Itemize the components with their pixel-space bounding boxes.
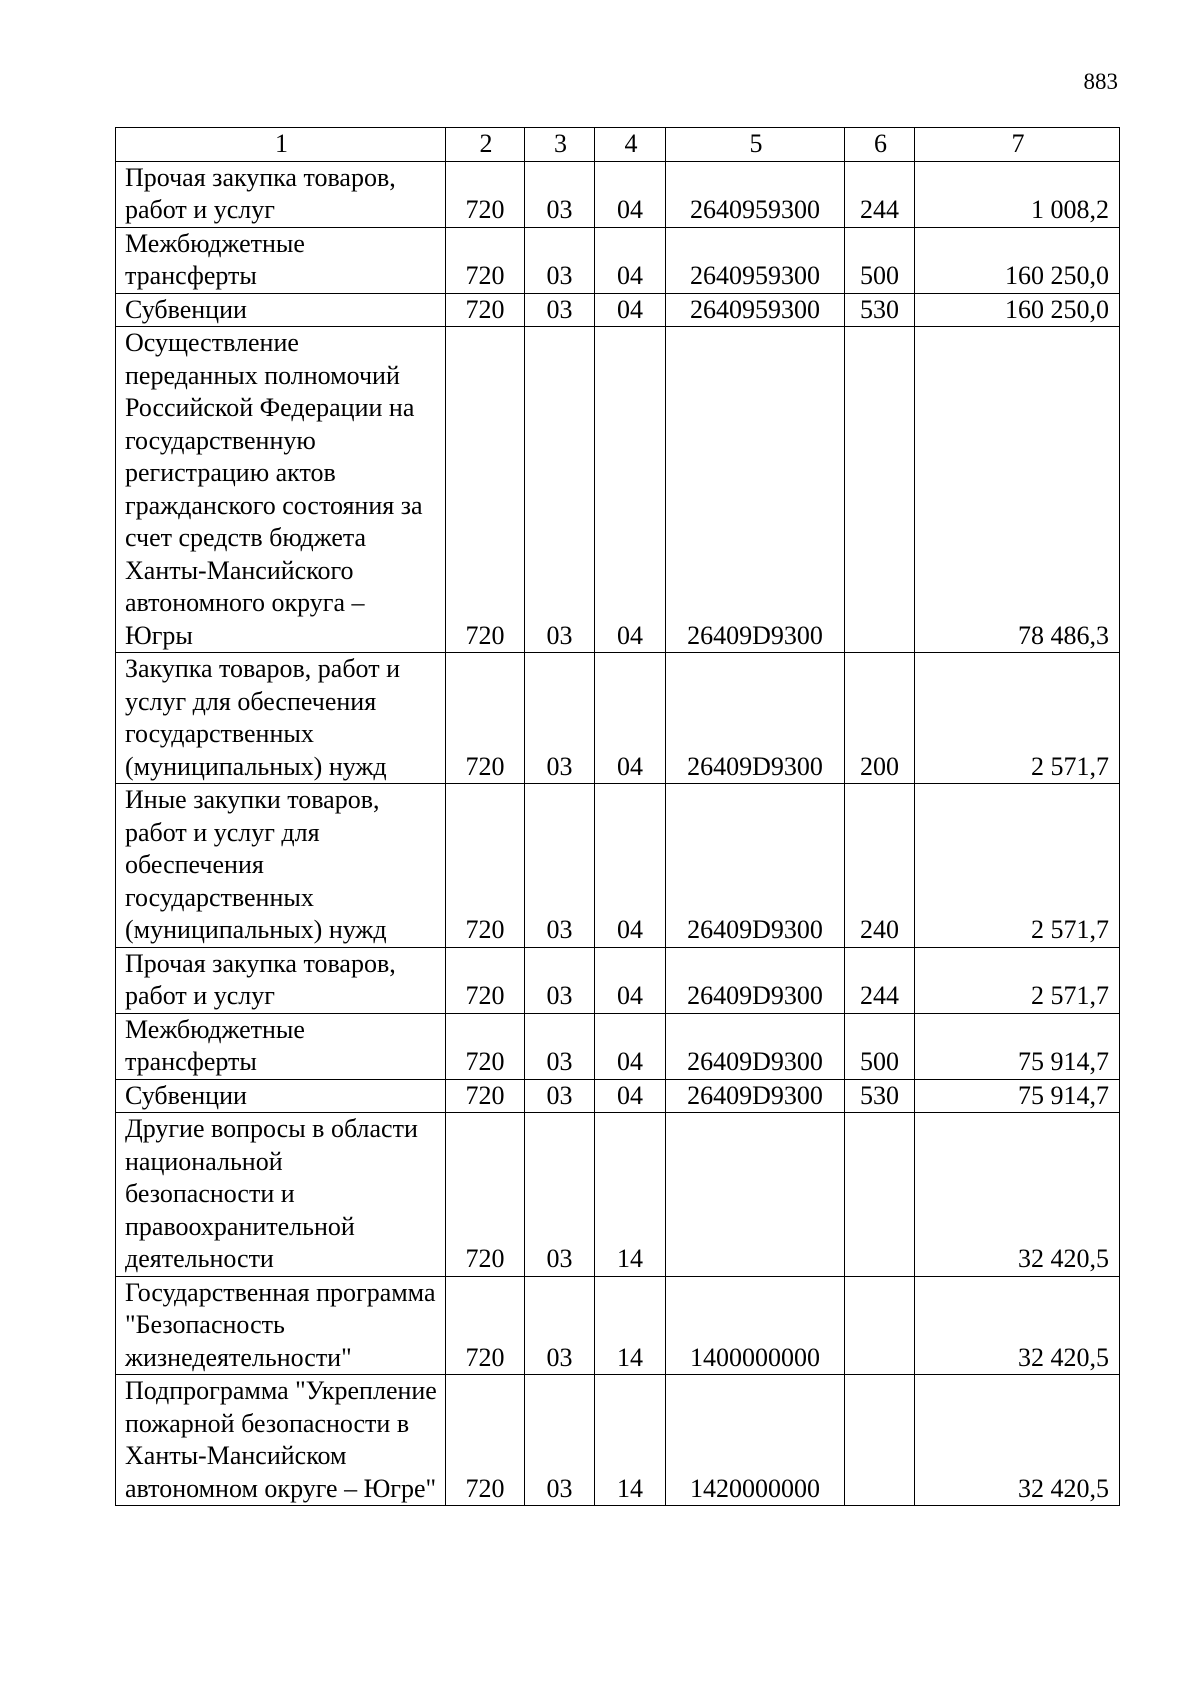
row-amount: 32 420,5	[915, 1375, 1120, 1506]
row-col-2: 720	[446, 293, 525, 327]
row-name: Осуществление переданных полномочий Российской Федерации на государственную регистрацию актов гражданского состояния за счет средств бюджета Ханты-Мансийского автономного округа – Югры	[116, 327, 446, 653]
row-col-5: 26409D9300	[666, 653, 845, 784]
row-col-3: 03	[525, 1375, 595, 1506]
row-col-2: 720	[446, 1013, 525, 1079]
row-amount: 2 571,7	[915, 653, 1120, 784]
row-amount: 75 914,7	[915, 1079, 1120, 1113]
row-col-4: 04	[595, 947, 666, 1013]
row-col-6: 500	[845, 227, 915, 293]
row-col-3: 03	[525, 293, 595, 327]
budget-table	[115, 127, 1120, 1506]
row-col-6: 530	[845, 1079, 915, 1113]
row-name: Субвенции	[116, 293, 446, 327]
row-col-2: 720	[446, 1079, 525, 1113]
table-row	[116, 1113, 1120, 1277]
row-col-6: 530	[845, 293, 915, 327]
row-col-5: 26409D9300	[666, 1013, 845, 1079]
row-amount: 32 420,5	[915, 1113, 1120, 1277]
row-name: Подпрограмма "Укрепление пожарной безопасности в Ханты-Мансийском автономном округе – Югре"	[116, 1375, 446, 1506]
row-col-6: 500	[845, 1013, 915, 1079]
row-col-5: 26409D9300	[666, 327, 845, 653]
header-col-4: 4	[595, 128, 666, 162]
table-row	[116, 1013, 1120, 1079]
row-col-3: 03	[525, 784, 595, 948]
row-col-5: 2640959300	[666, 227, 845, 293]
table-row	[116, 161, 1120, 227]
row-col-2: 720	[446, 1276, 525, 1375]
row-name: Иные закупки товаров, работ и услуг для обеспечения государственных (муниципальных) нужд	[116, 784, 446, 948]
row-col-2: 720	[446, 227, 525, 293]
row-col-4: 04	[595, 227, 666, 293]
table-row	[116, 293, 1120, 327]
row-col-2: 720	[446, 653, 525, 784]
row-col-5: 2640959300	[666, 161, 845, 227]
row-col-3: 03	[525, 1079, 595, 1113]
row-amount: 75 914,7	[915, 1013, 1120, 1079]
row-amount: 1 008,2	[915, 161, 1120, 227]
row-col-5: 26409D9300	[666, 947, 845, 1013]
row-col-6	[845, 1113, 915, 1277]
row-col-4: 04	[595, 1079, 666, 1113]
row-col-4: 04	[595, 653, 666, 784]
row-col-6: 240	[845, 784, 915, 948]
row-amount: 160 250,0	[915, 227, 1120, 293]
row-name: Другие вопросы в области национальной безопасности и правоохранительной деятельности	[116, 1113, 446, 1277]
header-row	[116, 128, 1120, 162]
table-row	[116, 784, 1120, 948]
row-col-3: 03	[525, 327, 595, 653]
row-col-4: 14	[595, 1113, 666, 1277]
header-col-1: 1	[116, 128, 446, 162]
row-name: Межбюджетные трансферты	[116, 1013, 446, 1079]
row-col-2: 720	[446, 327, 525, 653]
row-col-4: 04	[595, 1013, 666, 1079]
row-col-2: 720	[446, 1113, 525, 1277]
row-col-6	[845, 1276, 915, 1375]
row-col-5: 1420000000	[666, 1375, 845, 1506]
row-col-3: 03	[525, 947, 595, 1013]
row-col-5: 2640959300	[666, 293, 845, 327]
row-amount: 78 486,3	[915, 327, 1120, 653]
table-row	[116, 1375, 1120, 1506]
row-col-5	[666, 1113, 845, 1277]
table-row	[116, 1079, 1120, 1113]
row-col-4: 14	[595, 1276, 666, 1375]
row-col-4: 04	[595, 293, 666, 327]
table-row	[116, 653, 1120, 784]
row-name: Прочая закупка товаров, работ и услуг	[116, 161, 446, 227]
row-col-2: 720	[446, 1375, 525, 1506]
row-col-4: 04	[595, 327, 666, 653]
row-col-4: 04	[595, 161, 666, 227]
row-col-6: 244	[845, 161, 915, 227]
header-col-2: 2	[446, 128, 525, 162]
row-col-6	[845, 1375, 915, 1506]
row-col-3: 03	[525, 1113, 595, 1277]
row-amount: 32 420,5	[915, 1276, 1120, 1375]
row-amount: 2 571,7	[915, 947, 1120, 1013]
table-row	[116, 947, 1120, 1013]
row-name: Прочая закупка товаров, работ и услуг	[116, 947, 446, 1013]
row-name: Государственная программа "Безопасность жизнедеятельности"	[116, 1276, 446, 1375]
header-col-5: 5	[666, 128, 845, 162]
row-col-6	[845, 327, 915, 653]
row-col-4: 14	[595, 1375, 666, 1506]
row-col-2: 720	[446, 784, 525, 948]
row-name: Субвенции	[116, 1079, 446, 1113]
row-col-3: 03	[525, 1013, 595, 1079]
row-col-5: 1400000000	[666, 1276, 845, 1375]
row-col-4: 04	[595, 784, 666, 948]
row-col-2: 720	[446, 947, 525, 1013]
row-col-6: 200	[845, 653, 915, 784]
row-name: Межбюджетные трансферты	[116, 227, 446, 293]
row-amount: 2 571,7	[915, 784, 1120, 948]
header-col-6: 6	[845, 128, 915, 162]
table-row	[116, 327, 1120, 653]
row-col-3: 03	[525, 653, 595, 784]
header-col-7: 7	[915, 128, 1120, 162]
row-col-2: 720	[446, 161, 525, 227]
row-col-3: 03	[525, 161, 595, 227]
table-row	[116, 1276, 1120, 1375]
row-col-5: 26409D9300	[666, 1079, 845, 1113]
page-number: 883	[1083, 69, 1118, 94]
row-col-6: 244	[845, 947, 915, 1013]
row-amount: 160 250,0	[915, 293, 1120, 327]
row-col-3: 03	[525, 227, 595, 293]
header-col-3: 3	[525, 128, 595, 162]
row-col-5: 26409D9300	[666, 784, 845, 948]
row-name: Закупка товаров, работ и услуг для обеспечения государственных (муниципальных) нужд	[116, 653, 446, 784]
row-col-3: 03	[525, 1276, 595, 1375]
table-row	[116, 227, 1120, 293]
